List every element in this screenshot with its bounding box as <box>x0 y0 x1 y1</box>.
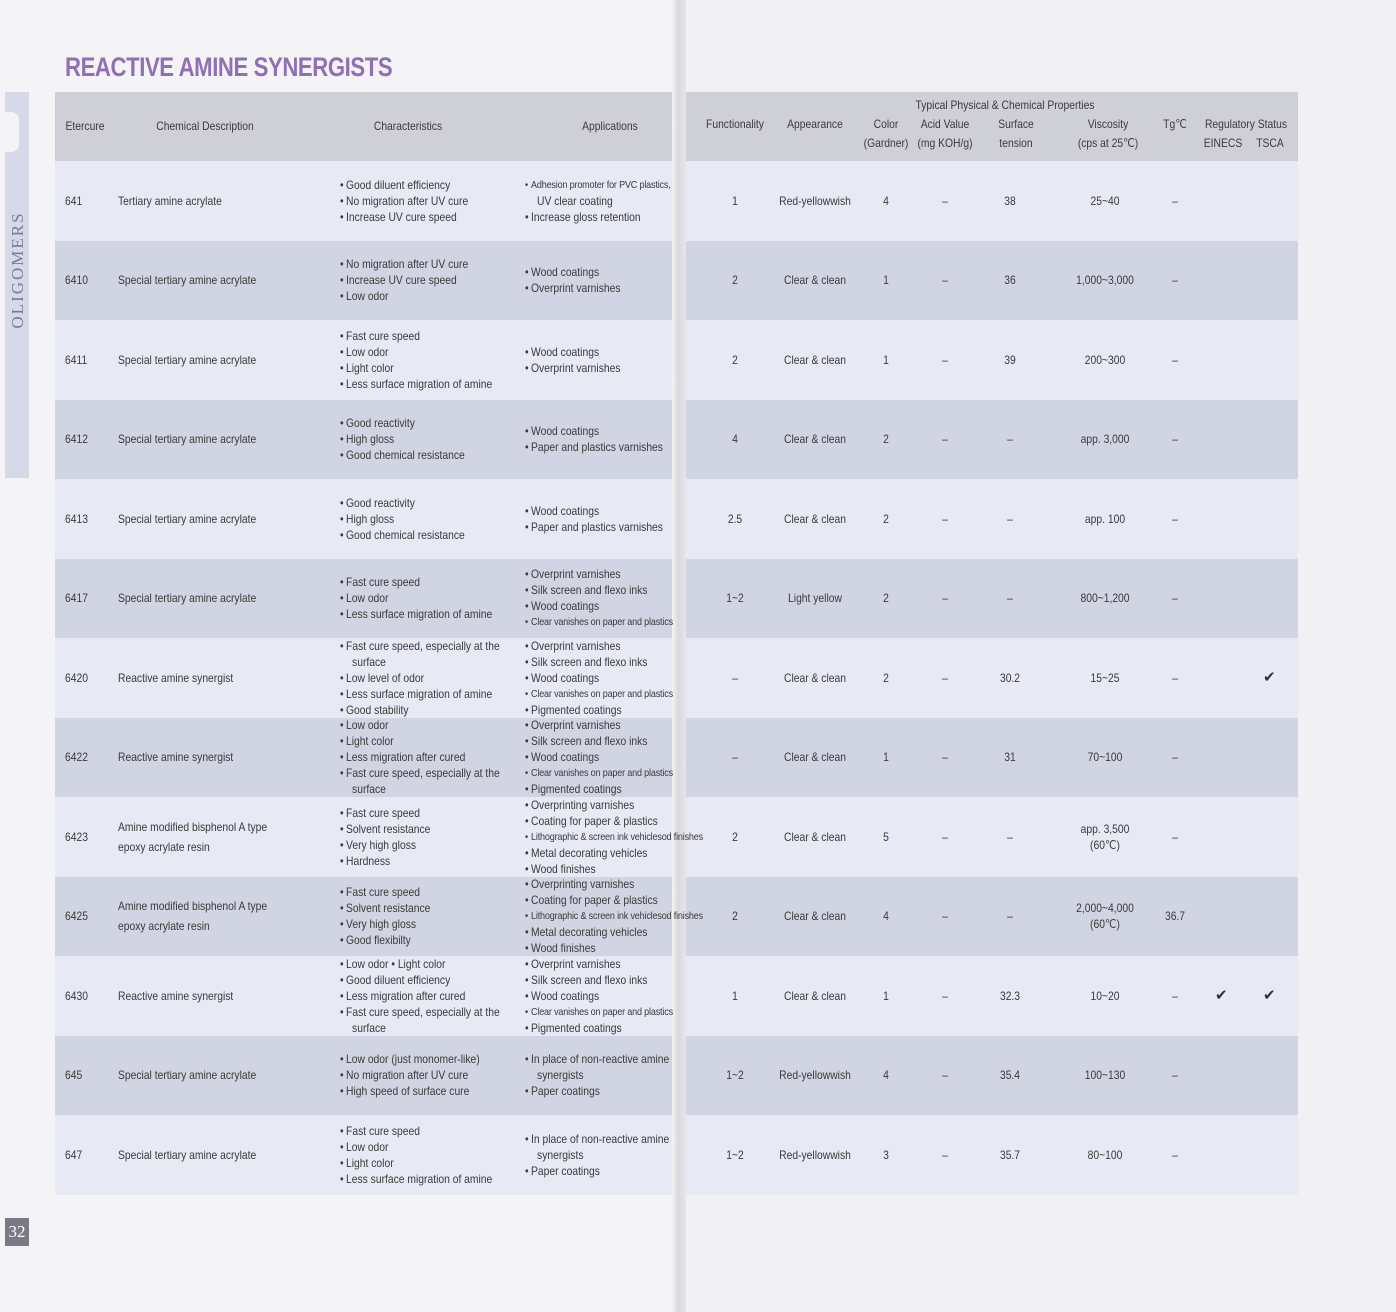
viscosity-line: app. 100 <box>1084 511 1126 526</box>
acid-value: – <box>942 909 948 924</box>
application-item: • Paper and plastics varnishes <box>525 519 663 535</box>
surface-tension-value: – <box>1007 511 1013 526</box>
applications-list <box>525 566 673 630</box>
surface-tension-value: 31 <box>1004 750 1016 765</box>
description-line: Special tertiary amine acrylate <box>118 352 257 367</box>
description-line: Special tertiary amine acrylate <box>118 591 257 606</box>
color-value: 2 <box>883 670 889 685</box>
tg-value: – <box>1172 511 1178 526</box>
chemical-description <box>118 896 267 936</box>
application-item: • Lithographic & screen ink vehiclesod finishes <box>525 908 703 924</box>
application-item: synergists <box>537 1068 584 1083</box>
characteristic-item: • No migration after UV cure <box>340 193 468 209</box>
viscosity-value <box>1066 193 1143 209</box>
applications-list <box>525 264 621 296</box>
color-value: 1 <box>883 273 889 288</box>
functionality-value: 1 <box>732 193 738 208</box>
characteristic-item: • Fast cure speed <box>340 1123 492 1139</box>
characteristics-list <box>340 717 500 797</box>
application-item: • Wood coatings <box>525 264 621 280</box>
surface-tension-value: – <box>1007 432 1013 447</box>
characteristic-item: • Less surface migration of amine <box>340 376 492 392</box>
product-code: 6422 <box>65 750 88 765</box>
header-chemical-description: Chemical Description <box>156 119 254 133</box>
acid-value: – <box>942 829 948 844</box>
surface-tension-value: 32.3 <box>999 988 1021 1003</box>
characteristic-item: • High speed of surface cure <box>340 1083 480 1099</box>
viscosity-value <box>1066 1067 1143 1083</box>
header-typical-properties: Typical Physical & Chemical Properties <box>915 98 1095 112</box>
characteristic-item: • Solvent resistance <box>340 821 430 837</box>
viscosity-value <box>1066 1147 1143 1163</box>
characteristic-item: • Light color <box>340 360 492 376</box>
viscosity-line: app. 3,000 <box>1080 432 1130 447</box>
functionality-value: 4 <box>732 432 738 447</box>
characteristic-item: • Low odor (just monomer-like) <box>340 1051 480 1067</box>
header-characteristics: Characteristics <box>373 119 443 133</box>
product-code: 641 <box>65 193 83 208</box>
header-etercure: Etercure <box>65 119 105 133</box>
characteristic-item: • Fast cure speed, especially at the <box>340 765 500 781</box>
application-item: • Wood finishes <box>525 861 703 877</box>
chemical-description <box>118 817 267 857</box>
color-value: 1 <box>883 988 889 1003</box>
characteristic-item: • Low odor <box>340 344 492 360</box>
characteristics-list <box>340 256 468 304</box>
characteristic-item: • Light color <box>340 733 500 749</box>
characteristics-list <box>340 415 465 463</box>
viscosity-line: 15~25 <box>1090 670 1120 685</box>
functionality-value: – <box>732 670 738 685</box>
acid-value: – <box>942 273 948 288</box>
product-code: 6410 <box>65 273 88 288</box>
header-viscosity-unit: (cps at 25℃) <box>1077 136 1139 150</box>
acid-value: – <box>942 511 948 526</box>
chemical-description <box>118 429 256 449</box>
chemical-description <box>118 747 233 767</box>
tg-value: 36.7 <box>1164 909 1186 924</box>
application-item: • Silk screen and flexo inks <box>525 972 673 988</box>
header-color-unit: (Gardner) <box>863 136 909 150</box>
appearance-value: Red-yellowwish <box>779 1147 851 1162</box>
application-item: • Pigmented coatings <box>525 1020 673 1036</box>
application-item: • Silk screen and flexo inks <box>525 654 673 670</box>
characteristic-item: • Fast cure speed <box>340 884 430 900</box>
characteristic-item: • Good diluent efficiency <box>340 177 468 193</box>
application-item: • Lithographic & screen ink vehiclesod finishes <box>525 829 703 845</box>
page-title: REACTIVE AMINE SYNERGISTS <box>65 52 393 82</box>
functionality-value: 2 <box>732 273 738 288</box>
characteristics-list <box>340 638 500 718</box>
characteristic-item: • Fast cure speed <box>340 328 492 344</box>
viscosity-line: 200~300 <box>1084 352 1126 367</box>
chemical-description <box>118 350 256 370</box>
appearance-value: Clear & clean <box>784 273 846 288</box>
application-item: • Increase gloss retention <box>525 209 671 225</box>
functionality-value: 2 <box>732 352 738 367</box>
characteristics-list <box>340 328 492 392</box>
characteristic-item: • Light color <box>340 1155 492 1171</box>
product-code: 6411 <box>65 352 88 367</box>
appearance-value: Clear & clean <box>784 909 846 924</box>
characteristics-list <box>340 805 430 869</box>
characteristic-item: • Fast cure speed, especially at the <box>340 638 500 654</box>
viscosity-line: (60℃) <box>1090 837 1120 852</box>
viscosity-value <box>1066 511 1143 527</box>
application-item: • Pigmented coatings <box>525 702 673 718</box>
characteristic-item: • Very high gloss <box>340 916 430 932</box>
acid-value: – <box>942 670 948 685</box>
header-tg: Tg℃ <box>1163 117 1187 131</box>
book-gutter <box>672 0 686 1312</box>
appearance-value: Red-yellowwish <box>779 1068 851 1083</box>
application-item: • Metal decorating vehicles <box>525 845 703 861</box>
header-regulatory-status: Regulatory Status <box>1204 117 1288 131</box>
description-line: Special tertiary amine acrylate <box>118 511 257 526</box>
description-line: Special tertiary amine acrylate <box>118 1068 257 1083</box>
application-item: • Adhesion promoter for PVC plastics, <box>525 177 671 193</box>
application-item: • Wood coatings <box>525 988 673 1004</box>
chemical-description <box>118 1065 256 1085</box>
application-item: • Wood coatings <box>525 598 673 614</box>
characteristic-item: • Low odor <box>340 590 492 606</box>
characteristic-item: • Good stability <box>340 702 500 718</box>
functionality-value: 1~2 <box>726 591 744 606</box>
applications-list <box>525 956 673 1036</box>
application-item: • Wood coatings <box>525 503 663 519</box>
characteristic-item: • High gloss <box>340 511 465 527</box>
functionality-value: 1~2 <box>726 1068 744 1083</box>
viscosity-value <box>1066 821 1143 853</box>
acid-value: – <box>942 988 948 1003</box>
characteristic-item: • Less migration after cured <box>340 988 500 1004</box>
chemical-description <box>118 509 256 529</box>
characteristics-list <box>340 956 500 1036</box>
viscosity-line: 70~100 <box>1087 750 1123 765</box>
tg-value: – <box>1172 750 1178 765</box>
functionality-value: – <box>732 750 738 765</box>
characteristic-item: • Less migration after cured <box>340 749 500 765</box>
viscosity-value <box>1066 352 1143 368</box>
characteristics-list <box>340 177 468 225</box>
color-value: 1 <box>883 750 889 765</box>
application-item: • Wood coatings <box>525 749 673 765</box>
application-item: • Overprint varnishes <box>525 280 621 296</box>
product-code: 6417 <box>65 591 88 606</box>
viscosity-line: app. 3,500 <box>1080 821 1130 836</box>
application-item: • Silk screen and flexo inks <box>525 582 673 598</box>
applications-list <box>525 876 703 956</box>
characteristic-item: • Less surface migration of amine <box>340 606 492 622</box>
page-number: 32 <box>5 1218 29 1246</box>
acid-value: – <box>942 591 948 606</box>
characteristic-item: • Low odor • Light color <box>340 956 500 972</box>
chemical-description <box>118 588 256 608</box>
application-item: • In place of non-reactive amine <box>525 1131 669 1147</box>
description-line: Special tertiary amine acrylate <box>118 273 257 288</box>
acid-value: – <box>942 432 948 447</box>
characteristic-item: • Low odor <box>340 1139 492 1155</box>
characteristic-item: • Good reactivity <box>340 495 465 511</box>
tg-value: – <box>1172 670 1178 685</box>
color-value: 1 <box>883 352 889 367</box>
appearance-value: Red-yellowwish <box>779 193 851 208</box>
application-item: • Overprint varnishes <box>525 566 673 582</box>
viscosity-value <box>1066 900 1143 932</box>
characteristic-item: • Increase UV cure speed <box>340 209 468 225</box>
header-applications: Applications <box>582 119 638 133</box>
tg-value: – <box>1172 829 1178 844</box>
application-item: • Metal decorating vehicles <box>525 924 703 940</box>
header-acid-value-unit: (mg KOH/g) <box>917 136 973 150</box>
application-item: • Paper and plastics varnishes <box>525 439 663 455</box>
application-item: • Coating for paper & plastics <box>525 892 703 908</box>
product-code: 6425 <box>65 909 88 924</box>
characteristic-item: • No migration after UV cure <box>340 256 468 272</box>
functionality-value: 2.5 <box>727 511 743 526</box>
appearance-value: Clear & clean <box>784 829 846 844</box>
tg-value: – <box>1172 591 1178 606</box>
viscosity-value <box>1066 749 1143 765</box>
surface-tension-value: – <box>1007 829 1013 844</box>
application-item: • Pigmented coatings <box>525 781 673 797</box>
characteristic-item: • Good chemical resistance <box>340 447 465 463</box>
characteristic-item: • Good diluent efficiency <box>340 972 500 988</box>
application-item: • Wood coatings <box>525 423 663 439</box>
applications-list <box>525 1131 669 1179</box>
chemical-description <box>118 1145 256 1165</box>
characteristic-item: • Fast cure speed, especially at the <box>340 1004 500 1020</box>
characteristic-item: • Good reactivity <box>340 415 465 431</box>
characteristic-item: surface <box>352 654 386 669</box>
section-tab-notch <box>5 112 19 152</box>
tg-value: – <box>1172 988 1178 1003</box>
characteristic-item: • Low odor <box>340 717 500 733</box>
applications-list <box>525 638 673 718</box>
application-item: • Overprint varnishes <box>525 638 673 654</box>
applications-list <box>525 1051 669 1099</box>
tg-value: – <box>1172 432 1178 447</box>
surface-tension-value: 36 <box>1004 273 1016 288</box>
surface-tension-value: 38 <box>1004 193 1016 208</box>
functionality-value: 1~2 <box>726 1147 744 1162</box>
characteristic-item: • Fast cure speed <box>340 574 492 590</box>
characteristic-item: • Solvent resistance <box>340 900 430 916</box>
appearance-value: Clear & clean <box>784 750 846 765</box>
appearance-value: Light yellow <box>788 591 842 606</box>
applications-list <box>525 717 673 797</box>
application-item: • Silk screen and flexo inks <box>525 733 673 749</box>
description-line: epoxy acrylate resin <box>118 919 210 934</box>
application-item: • Wood coatings <box>525 344 621 360</box>
surface-tension-value: 35.7 <box>999 1147 1021 1162</box>
chemical-description <box>118 270 256 290</box>
description-line: Reactive amine synergist <box>118 750 234 765</box>
characteristic-item: surface <box>352 782 386 797</box>
surface-tension-value: 30.2 <box>999 670 1021 685</box>
tg-value: – <box>1172 273 1178 288</box>
characteristics-list <box>340 1051 480 1099</box>
surface-tension-value: – <box>1007 909 1013 924</box>
appearance-value: Clear & clean <box>784 670 846 685</box>
applications-list <box>525 423 663 455</box>
characteristic-item: • Less surface migration of amine <box>340 1171 492 1187</box>
characteristics-list <box>340 884 430 948</box>
tg-value: – <box>1172 1068 1178 1083</box>
application-item: • Wood coatings <box>525 670 673 686</box>
header-viscosity: Viscosity <box>1087 117 1129 131</box>
product-code: 6430 <box>65 988 88 1003</box>
application-item: • Overprint varnishes <box>525 360 621 376</box>
application-item: • Coating for paper & plastics <box>525 813 703 829</box>
header-surface: Surface <box>998 117 1034 131</box>
color-value: 4 <box>883 909 889 924</box>
viscosity-value <box>1066 431 1143 447</box>
color-value: 2 <box>883 432 889 447</box>
product-code: 6423 <box>65 829 88 844</box>
characteristic-item: • Hardness <box>340 853 430 869</box>
color-value: 5 <box>883 829 889 844</box>
header-functionality: Functionality <box>706 117 764 131</box>
application-item: synergists <box>537 1147 584 1162</box>
functionality-value: 1 <box>732 988 738 1003</box>
description-line: Amine modified bisphenol A type <box>118 819 268 834</box>
header-surface-tension: tension <box>999 136 1033 150</box>
viscosity-value <box>1066 670 1143 686</box>
color-value: 2 <box>883 511 889 526</box>
appearance-value: Clear & clean <box>784 988 846 1003</box>
section-label: OLIGOMERS <box>8 211 27 329</box>
characteristics-list <box>340 495 465 543</box>
header-acid-value: Acid Value <box>920 117 970 131</box>
viscosity-line: 800~1,200 <box>1080 591 1130 606</box>
characteristics-list <box>340 1123 492 1187</box>
appearance-value: Clear & clean <box>784 432 846 447</box>
appearance-value: Clear & clean <box>784 352 846 367</box>
einecs-check-icon: ✔ <box>1215 986 1228 1004</box>
appearance-value: Clear & clean <box>784 511 846 526</box>
viscosity-line: 80~100 <box>1087 1147 1123 1162</box>
viscosity-line: 25~40 <box>1090 193 1120 208</box>
characteristic-item: • Increase UV cure speed <box>340 272 468 288</box>
characteristics-list <box>340 574 492 622</box>
description-line: epoxy acrylate resin <box>118 839 210 854</box>
color-value: 3 <box>883 1147 889 1162</box>
chemical-description <box>118 668 233 688</box>
characteristic-item: surface <box>352 1020 386 1035</box>
surface-tension-value: – <box>1007 591 1013 606</box>
tg-value: – <box>1172 1147 1178 1162</box>
characteristic-item: • Fast cure speed <box>340 805 430 821</box>
functionality-value: 2 <box>732 829 738 844</box>
characteristic-item: • Good chemical resistance <box>340 527 465 543</box>
chemical-description <box>118 986 233 1006</box>
product-code: 6413 <box>65 511 88 526</box>
application-item: • Paper coatings <box>525 1163 669 1179</box>
header-color: Color <box>873 117 899 131</box>
header-einecs: EINECS <box>1203 136 1243 150</box>
characteristic-item: • No migration after UV cure <box>340 1067 480 1083</box>
description-line: Special tertiary amine acrylate <box>118 432 257 447</box>
application-item: • Overprint varnishes <box>525 956 673 972</box>
functionality-value: 2 <box>732 909 738 924</box>
characteristic-item: • Less surface migration of amine <box>340 686 500 702</box>
description-line: Special tertiary amine acrylate <box>118 1147 257 1162</box>
chemical-description <box>118 191 222 211</box>
application-item: • In place of non-reactive amine <box>525 1051 669 1067</box>
product-code: 6412 <box>65 432 88 447</box>
color-value: 4 <box>883 1068 889 1083</box>
tg-value: – <box>1172 352 1178 367</box>
characteristic-item: • Low odor <box>340 288 468 304</box>
characteristic-item: • Good flexibilty <box>340 932 430 948</box>
viscosity-line: (60℃) <box>1090 917 1120 932</box>
application-item: UV clear coating <box>537 193 613 208</box>
viscosity-value <box>1066 988 1143 1004</box>
description-line: Amine modified bisphenol A type <box>118 899 268 914</box>
viscosity-line: 100~130 <box>1084 1068 1126 1083</box>
characteristic-item: • Low level of odor <box>340 670 500 686</box>
acid-value: – <box>942 1068 948 1083</box>
applications-list <box>525 177 671 225</box>
application-item: • Overprinting varnishes <box>525 876 703 892</box>
product-code: 6420 <box>65 670 88 685</box>
product-code: 647 <box>65 1147 83 1162</box>
surface-tension-value: 35.4 <box>999 1068 1021 1083</box>
viscosity-line: 2,000~4,000 <box>1076 901 1134 916</box>
tsca-check-icon: ✔ <box>1263 668 1276 686</box>
acid-value: – <box>942 750 948 765</box>
product-code: 645 <box>65 1068 83 1083</box>
description-line: Reactive amine synergist <box>118 988 234 1003</box>
color-value: 2 <box>883 591 889 606</box>
description-line: Tertiary amine acrylate <box>118 193 222 208</box>
application-item: • Clear vanishes on paper and plastics <box>525 1004 673 1020</box>
color-value: 4 <box>883 193 889 208</box>
viscosity-line: 10~20 <box>1090 988 1120 1003</box>
tg-value: – <box>1172 193 1178 208</box>
application-item: • Clear vanishes on paper and plastics <box>525 614 673 630</box>
characteristic-item: • Very high gloss <box>340 837 430 853</box>
application-item: • Clear vanishes on paper and plastics <box>525 765 673 781</box>
application-item: • Paper coatings <box>525 1083 669 1099</box>
description-line: Reactive amine synergist <box>118 670 234 685</box>
viscosity-value <box>1066 590 1143 606</box>
surface-tension-value: 39 <box>1004 352 1016 367</box>
acid-value: – <box>942 1147 948 1162</box>
header-appearance: Appearance <box>787 117 843 131</box>
viscosity-line: 1,000~3,000 <box>1076 273 1134 288</box>
applications-list <box>525 344 621 376</box>
tsca-check-icon: ✔ <box>1263 986 1276 1004</box>
application-item: • Wood finishes <box>525 940 703 956</box>
application-item: • Overprinting varnishes <box>525 797 703 813</box>
characteristic-item: • High gloss <box>340 431 465 447</box>
applications-list <box>525 797 703 877</box>
viscosity-value <box>1066 272 1143 288</box>
header-tsca: TSCA <box>1256 136 1284 150</box>
applications-list <box>525 503 663 535</box>
application-item: • Overprint varnishes <box>525 717 673 733</box>
acid-value: – <box>942 352 948 367</box>
application-item: • Clear vanishes on paper and plastics <box>525 686 673 702</box>
acid-value: – <box>942 193 948 208</box>
